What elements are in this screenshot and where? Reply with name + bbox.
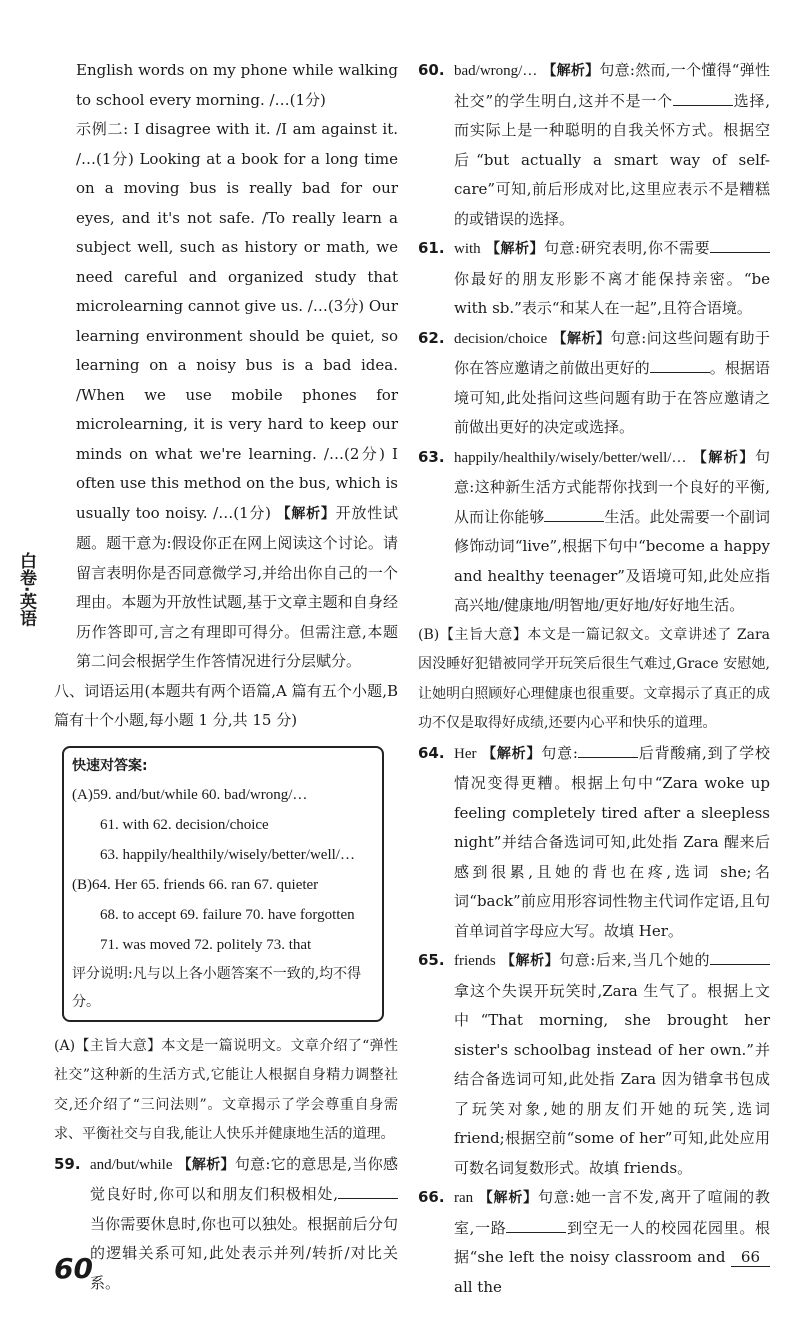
question-64: 64. Her 【解析】句意: 后背酸痛,到了学校情况变得更糟。根据上句中“Zara woke up feeling completely tired after a sleepless night”并结合备选词可知,此处指 Zara 醒来后感到很累,且她的背也在疼,选词 she;名词“back”前应用形容词性物主代词作定语,且句首单词首字母应大写。故填 Her。 [418, 739, 770, 947]
analysis-tag: 【解析】 [500, 953, 560, 969]
question-65: 65. friends 【解析】句意:后来,当几个她的拿这个失误开玩笑时,Zara 生气了。根据上文中“That morning, she brought her sister's schoolbag instead of her own.”并结合备选词可知,此处指 Zara 因为错拿书包成了玩笑对象,她的朋友们开她的玩笑,选词 friend;根据空前“some of her”可知,此处应用可数名词复数形式。故填 friends。 [418, 946, 770, 1183]
analysis-tag: 【解析】 [482, 745, 542, 762]
question-60: 60. bad/wrong/… 【解析】句意:然而,一个懂得“弹性社交”的学生明白,这并不是一个 选择,而实际上是一种聪明的自我关怀方式。根据空后“but actually a smart way of self-care”可知,前后形成对比,这里应表示不是糟糕的或错误的选择。 [418, 56, 770, 234]
analysis-tag: 【解析】 [485, 241, 545, 257]
answer-blank [506, 1218, 566, 1233]
answer-blank [338, 1184, 398, 1199]
question-number: 64. [418, 743, 445, 762]
quick-answer-row: 68. to accept 69. failure 70. have forgotten [100, 906, 355, 923]
answer-blank [578, 743, 638, 758]
analysis-tag: 【解析】 [276, 505, 336, 522]
quick-answer-row: (B)64. Her 65. friends 66. ran 67. quieter [72, 876, 319, 893]
answer-blank [544, 507, 604, 522]
analysis-tag: 【解析】 [692, 449, 755, 466]
question-number: 63. [418, 447, 445, 466]
answer-blank [650, 358, 710, 373]
question-number: 66. [418, 1188, 445, 1206]
quick-answer-row: (A)59. and/but/while 60. bad/wrong/… [72, 786, 308, 803]
right-column [418, 56, 770, 1302]
question-number: 59. [54, 1154, 81, 1173]
quick-answer-row: 63. happily/healthily/wisely/better/well/… [100, 846, 355, 863]
scoring-note: 评分说明:凡与以上各小题答案不一致的,均不得分。 [72, 965, 362, 1010]
quick-answer-title: 快速对答案: [72, 757, 148, 774]
question-number: 60. [418, 61, 445, 79]
answer-blank [710, 950, 770, 965]
analysis-tag: 【解析】 [542, 63, 600, 79]
analysis-tag: 【解析】 [177, 1156, 235, 1173]
answer-paragraph-2: 示例二: I disagree with it. /I am against it. /…(1分) Looking at a book for a long time on a moving bus is really bad for our eyes, and it's not safe. /To really learn a subject well, such as history or math, we need careful and organized study that microlearning cannot give us. /…(3分) Our learning environment should be quiet, so learning on a noisy bus is a bad idea. /When we use mobile phones for microlearning, it is very hard to keep our minds on what we're learning. /…(2分) I often use this method on the bus, which is usually too noisy. /…(1分) 【解析】开放性试题。题干意为:假设你正在网上阅读这个讨论。请留言表明你是否同意微学习,并给出你自己的一个理由。本题为开放性试题,基于文章主题和自身经历作答即可,言之有理即可得分。但需注意,本题第二问会根据学生作答情况进行分层赋分。 [76, 120, 399, 670]
question-63: 63. happily/healthily/wisely/better/well/… 【解析】句意:这种新生活方式能帮你找到一个良好的平衡,从而让你能够 生活。此处需要一个副词修饰动词“live”,根据下句中“become a happy and healthy teenager”及语境可知,此处应指高兴地/健康地/明智地/更好地/好好地生活。 [418, 443, 770, 621]
quick-answer-row: 71. was moved 72. politely 73. that [100, 936, 312, 953]
passage-b-summary: (B)【主旨大意】本文是一篇记叙文。文章讲述了 Zara 因没睡好犯错被同学开玩笑后很生气难过,Grace 安慰她,让她明白照顾好心理健康也很重要。文章揭示了真正的成功不仅是取得好成绩,还要内心平和快乐的道理。 [418, 626, 770, 731]
question-number: 65. [418, 951, 445, 969]
page-number: 60 [54, 1252, 93, 1285]
question-number: 62. [418, 328, 445, 347]
question-59: 59. and/but/while 【解析】句意:它的意思是,当你感觉良好时,你可以和朋友们积极相处,当你需要休息时,你也可以独处。根据前后分句的逻辑关系可知,此处表示并列/转折/对比关系。 [54, 1150, 398, 1299]
sidebar-label: 白卷·英语 [16, 552, 36, 627]
quick-answer-box [62, 746, 384, 1022]
analysis-tag: 【解析】 [478, 1190, 538, 1206]
passage-a-summary: (A)【主旨大意】本文是一篇说明文。文章介绍了“弹性社交”这种新的生活方式,它能让人根据自身精力调整社交,还介绍了“三问法则”。文章揭示了学会尊重自身需求、平衡社交与自我,能让人快乐并健康地生活的道理。 [54, 1037, 398, 1142]
question-62: 62. decision/choice 【解析】句意:问这些问题有助于你在答应邀请之前做出更好的 。根据语境可知,此处指问这些问题有助于在答应邀请之前做出更好的决定或选择。 [418, 324, 770, 443]
question-66: 66. ran 【解析】句意:她一言不发,离开了喧闹的教室,一路 到空无一人的校园花园里。根据“she left the noisy classroom and 66 all the [418, 1183, 770, 1302]
answer-paragraph-1: English words on my phone while walking to school every morning. /…(1分) [76, 61, 398, 109]
quick-answer-row: 61. with 62. decision/choice [100, 816, 269, 833]
answer-blank [710, 238, 770, 253]
section-8-heading: 八、词语运用(本题共有两个语篇,A 篇有五个小题,B 篇有十个小题,每小题 1 分,共 15 分) [54, 681, 398, 729]
question-61: 61. with 【解析】句意:研究表明,你不需要你最好的朋友形影不离才能保持亲密。“be with sb.”表示“和某人在一起”,且符合语境。 [418, 234, 770, 324]
analysis-tag: 【解析】 [552, 330, 611, 347]
left-column [54, 56, 399, 1298]
question-number: 61. [418, 239, 445, 257]
blank-66: 66 [731, 1248, 770, 1267]
answer-blank [673, 91, 733, 106]
